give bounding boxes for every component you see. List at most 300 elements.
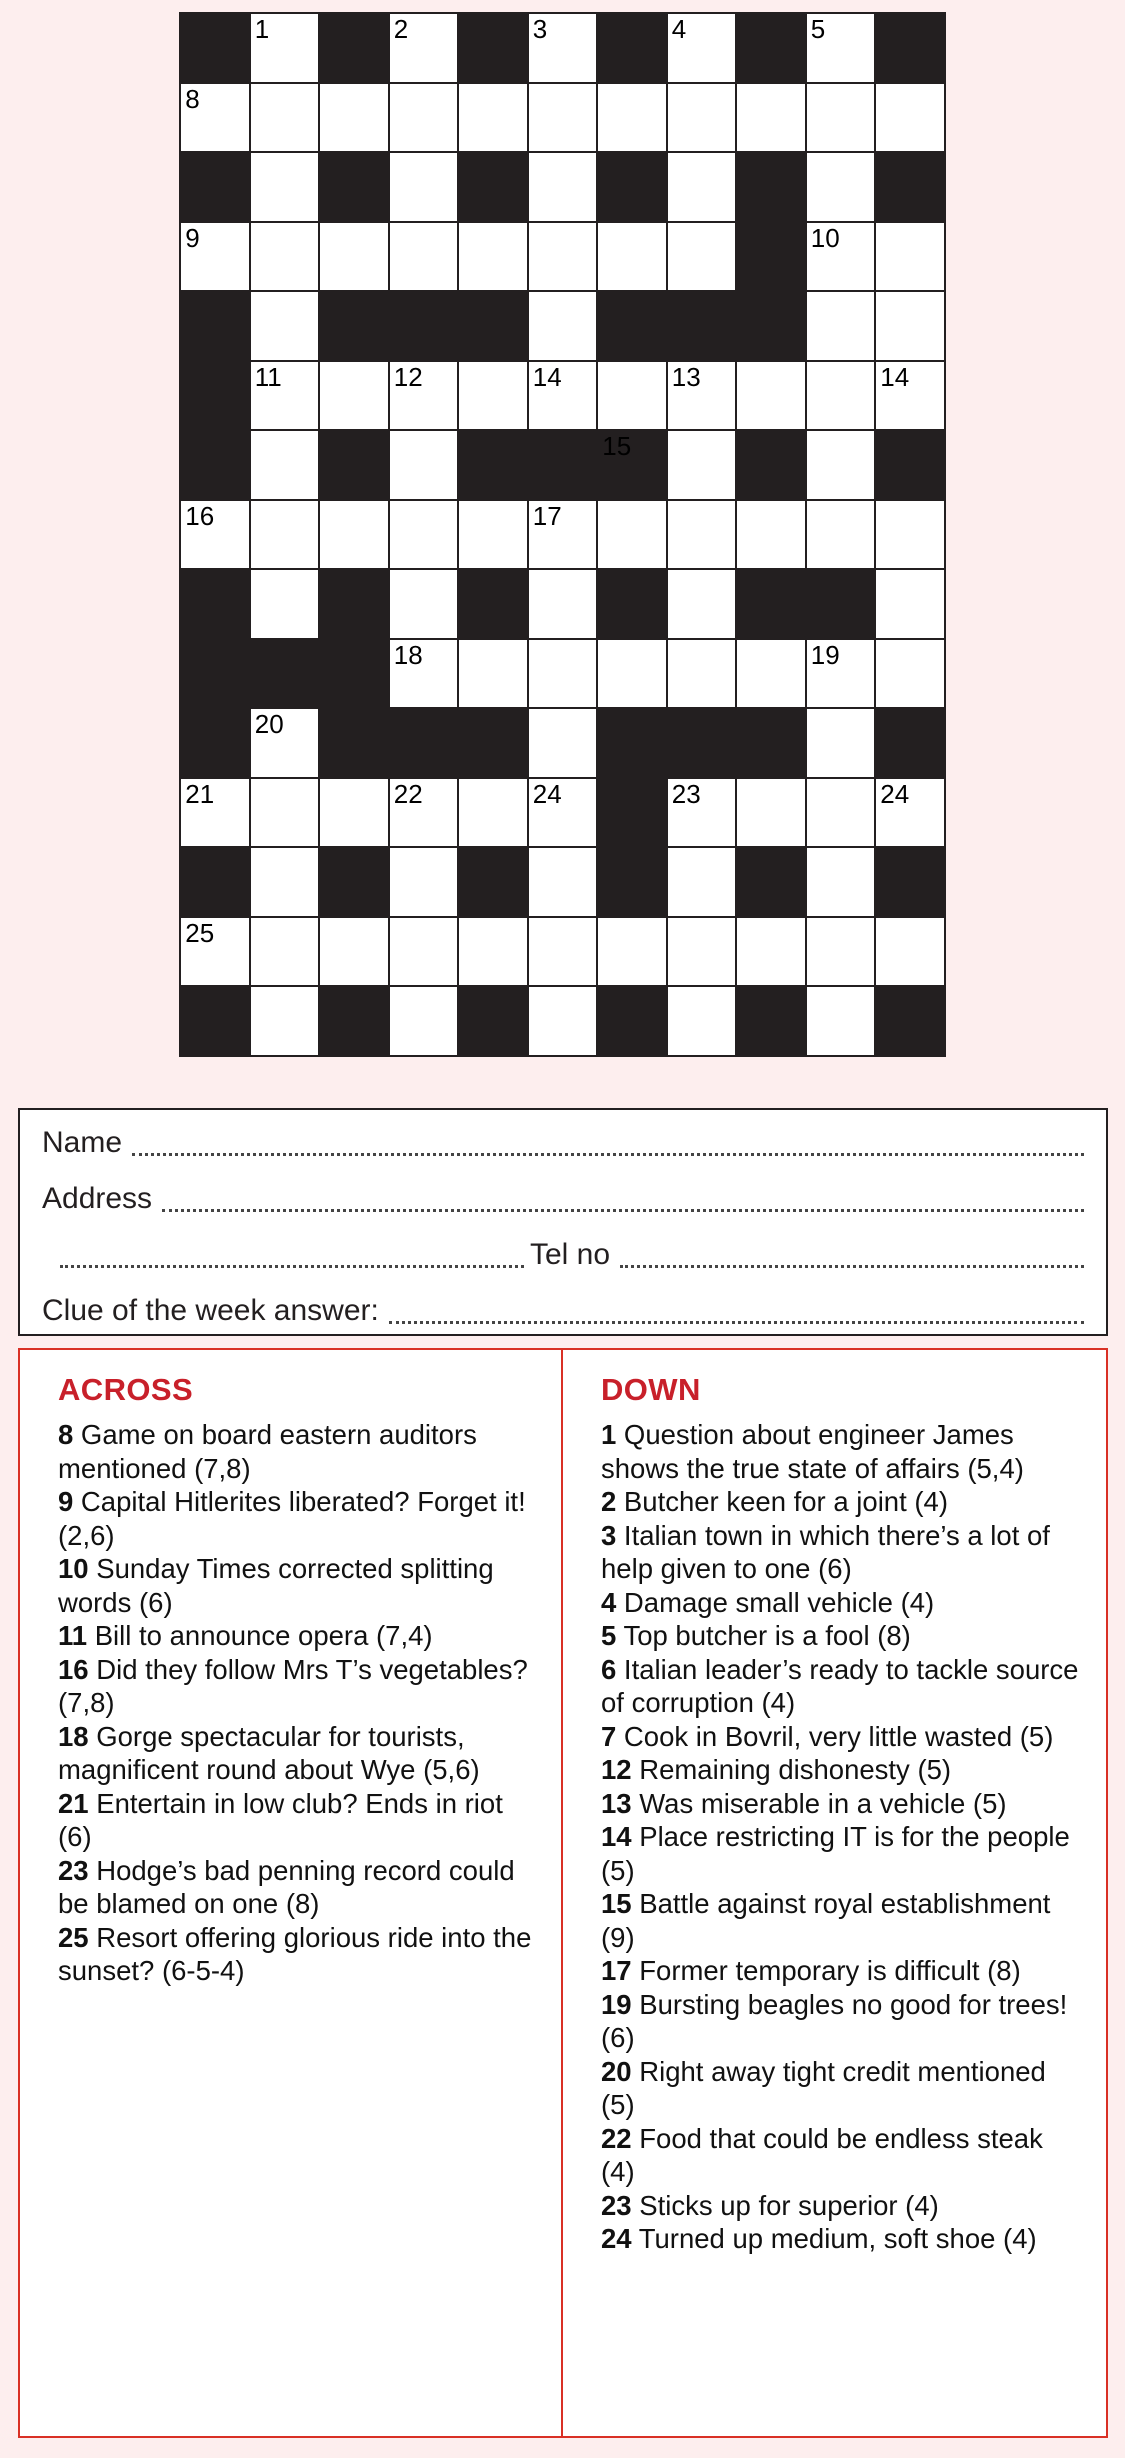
cell-number: 22	[393, 778, 423, 809]
grid-cell-black	[597, 291, 667, 361]
grid-cell-black	[597, 778, 667, 848]
cell-number: 21	[185, 778, 215, 809]
grid-cell-white[interactable]	[389, 500, 459, 570]
clue-across-8	[44, 1418, 537, 1485]
grid-cell-white[interactable]	[528, 917, 598, 987]
clue-across-11	[44, 1619, 537, 1653]
grid-cell-white[interactable]	[389, 152, 459, 222]
clue-down-19	[587, 1988, 1082, 2055]
clue-number: 13	[601, 1787, 632, 1819]
cell-number: 11	[254, 361, 282, 392]
cell-number: 24	[880, 778, 910, 809]
grid-cell-white[interactable]	[250, 430, 320, 500]
grid-cell-white[interactable]	[875, 917, 945, 987]
cell-number: 25	[185, 917, 215, 948]
grid-cell-black	[180, 361, 250, 431]
grid-cell-white[interactable]	[667, 430, 737, 500]
clue-number: 12	[601, 1754, 632, 1785]
grid-cell-white[interactable]	[250, 569, 320, 639]
grid-cell-black	[736, 291, 806, 361]
grid-cell-white[interactable]	[389, 986, 459, 1056]
grid-cell-white[interactable]	[180, 917, 250, 987]
grid-cell-black	[180, 986, 250, 1056]
grid-cell-black	[875, 13, 945, 83]
grid-cell-white[interactable]	[667, 778, 737, 848]
grid-cell-white[interactable]	[389, 83, 459, 153]
clue-number: 14	[601, 1821, 632, 1852]
cell-number: 3	[532, 14, 548, 44]
address-input-line[interactable]	[162, 1209, 1084, 1212]
grid-cell-white[interactable]	[875, 500, 945, 570]
clue-text: Entertain in low club? Ends in riot (6)	[58, 1787, 503, 1852]
grid-cell-black	[736, 13, 806, 83]
clue-number: 4	[601, 1586, 617, 1618]
grid-cell-white[interactable]	[319, 500, 389, 570]
clue-number: 2	[601, 1486, 617, 1517]
clue-text: Damage small vehicle (4)	[616, 1586, 935, 1618]
name-input-line[interactable]	[132, 1153, 1084, 1156]
grid-cell-white[interactable]	[806, 847, 876, 917]
grid-cell-black	[875, 847, 945, 917]
address-line-2[interactable]	[60, 1265, 524, 1268]
grid-cell-black	[319, 708, 389, 778]
clue-number: 25	[58, 1921, 89, 1953]
clues-panel	[18, 1348, 1108, 2438]
grid-cell-white[interactable]	[528, 291, 598, 361]
grid-cell-black	[736, 847, 806, 917]
grid-cell-black	[806, 569, 876, 639]
grid-row	[180, 361, 945, 431]
grid-row	[180, 83, 945, 153]
grid-cell-black	[319, 430, 389, 500]
grid-cell-white[interactable]	[736, 361, 806, 431]
clue-number: 3	[601, 1519, 617, 1551]
grid-cell-white[interactable]	[736, 500, 806, 570]
clue-text: Bill to announce opera (7,4)	[87, 1620, 433, 1651]
clue-text: Place restricting IT is for the people (5)	[601, 1821, 1070, 1886]
grid-cell-white[interactable]	[528, 778, 598, 848]
clue-text: Remaining dishonesty (5)	[631, 1754, 952, 1785]
grid-cell-black	[319, 639, 389, 709]
tel-input-line[interactable]	[620, 1265, 1084, 1268]
clue-down-15	[587, 1887, 1082, 1954]
grid-cell-white[interactable]	[458, 500, 528, 570]
grid-cell-black	[458, 986, 528, 1056]
clue-down-6	[587, 1653, 1082, 1720]
across-clue-list	[44, 1418, 537, 1988]
clue-text: Italian leader’s ready to tackle source of corruption (4)	[601, 1653, 1079, 1718]
grid-cell-white[interactable]	[458, 83, 528, 153]
clue-number: 24	[601, 2223, 632, 2254]
clue-across-18	[44, 1720, 537, 1787]
grid-cell-white[interactable]	[528, 986, 598, 1056]
clue-text: Resort offering glorious ride into the sunset? (6-5-4)	[58, 1921, 532, 1986]
grid-cell-white[interactable]	[875, 778, 945, 848]
grid-cell-white[interactable]	[528, 222, 598, 292]
grid-cell-white[interactable]	[806, 222, 876, 292]
grid-cell-white[interactable]	[389, 778, 459, 848]
entry-form-panel	[18, 1108, 1108, 1336]
grid-cell-black	[597, 847, 667, 917]
clue-across-23	[44, 1854, 537, 1921]
grid-cell-white[interactable]	[458, 778, 528, 848]
clue-number: 18	[58, 1720, 89, 1752]
grid-cell-black	[389, 291, 459, 361]
grid-cell-black	[875, 152, 945, 222]
grid-cell-white[interactable]	[806, 778, 876, 848]
cell-number: 10	[810, 222, 840, 253]
clue-text: Right away tight credit mentioned (5)	[601, 2055, 1046, 2120]
clue-text: Butcher keen for a joint (4)	[616, 1486, 948, 1517]
clue-across-10	[44, 1552, 537, 1619]
grid-cell-white[interactable]	[875, 222, 945, 292]
clue-down-24	[587, 2222, 1082, 2256]
down-clue-list	[587, 1418, 1082, 2256]
cell-number: 18	[393, 639, 423, 670]
grid-cell-black	[319, 291, 389, 361]
cell-number: 2	[393, 14, 409, 44]
grid-cell-white[interactable]	[389, 430, 459, 500]
cell-number: 15	[602, 431, 632, 461]
clue-text: Was miserable in a vehicle (5)	[631, 1787, 1007, 1819]
clue-number: 19	[601, 1988, 632, 2020]
cell-number: 17	[532, 500, 562, 531]
grid-cell-white[interactable]	[389, 639, 459, 709]
clue-text: Hodge’s bad penning record could be blamed on one (8)	[58, 1854, 515, 1919]
clue-number: 22	[601, 2122, 632, 2154]
cell-number: 8	[185, 83, 200, 114]
cell-number: 24	[532, 778, 562, 809]
clue-of-week-label: Clue of the week answer:	[42, 1294, 379, 1327]
clue-number: 6	[601, 1653, 617, 1685]
clue-number: 5	[601, 1620, 617, 1651]
crossword-grid-panel	[12, 12, 1113, 1057]
grid-cell-white[interactable]	[250, 361, 320, 431]
clue-number: 11	[58, 1620, 88, 1651]
clue-text: Battle against royal establishment (9)	[601, 1888, 1051, 1953]
grid-cell-black	[180, 847, 250, 917]
clue-down-4	[587, 1586, 1082, 1620]
grid-cell-white[interactable]	[250, 291, 320, 361]
grid-cell-black	[319, 13, 389, 83]
grid-cell-white[interactable]	[875, 361, 945, 431]
clue-down-5	[587, 1619, 1082, 1653]
grid-cell-white[interactable]	[250, 83, 320, 153]
clue-text: Sunday Times corrected splitting words (6)	[58, 1553, 494, 1618]
cell-number: 16	[185, 500, 215, 531]
grid-cell-white[interactable]	[319, 222, 389, 292]
grid-row	[180, 291, 945, 361]
grid-cell-white[interactable]	[806, 639, 876, 709]
cell-number: 14	[880, 361, 910, 392]
grid-cell-black	[180, 152, 250, 222]
grid-row	[180, 430, 945, 500]
tel-label: Tel no	[529, 1238, 611, 1271]
grid-cell-white[interactable]	[180, 83, 250, 153]
grid-row	[180, 13, 945, 83]
grid-cell-black	[319, 986, 389, 1056]
crossword-grid[interactable]	[179, 12, 946, 1057]
clue-down-7	[587, 1720, 1082, 1754]
grid-cell-black	[319, 152, 389, 222]
grid-cell-white[interactable]	[806, 986, 876, 1056]
grid-row	[180, 778, 945, 848]
grid-cell-white[interactable]	[806, 83, 876, 153]
clue-number: 17	[601, 1955, 632, 1986]
grid-row	[180, 152, 945, 222]
clue-down-23	[587, 2189, 1082, 2223]
grid-row	[180, 986, 945, 1056]
grid-cell-white[interactable]	[875, 83, 945, 153]
clue-down-13	[587, 1787, 1082, 1821]
clue-down-20	[587, 2055, 1082, 2122]
grid-cell-black	[875, 430, 945, 500]
grid-cell-white[interactable]	[528, 569, 598, 639]
grid-cell-white[interactable]	[806, 917, 876, 987]
cell-number: 4	[671, 14, 687, 44]
grid-cell-white[interactable]	[250, 778, 320, 848]
cell-number: 5	[810, 14, 826, 44]
grid-cell-white[interactable]	[319, 361, 389, 431]
grid-cell-black	[180, 291, 250, 361]
grid-cell-white[interactable]	[875, 569, 945, 639]
grid-cell-black	[458, 708, 528, 778]
grid-cell-black	[180, 430, 250, 500]
cell-number: 13	[671, 361, 701, 392]
grid-cell-white[interactable]	[667, 847, 737, 917]
clue-text: Capital Hitlerites liberated? Forget it! (2,6)	[58, 1486, 526, 1551]
grid-cell-white[interactable]	[667, 152, 737, 222]
tel-row	[20, 1222, 1106, 1278]
grid-cell-white[interactable]	[806, 13, 876, 83]
grid-cell-white[interactable]	[250, 986, 320, 1056]
grid-row	[180, 639, 945, 709]
grid-cell-white[interactable]	[806, 708, 876, 778]
grid-cell-white[interactable]	[806, 291, 876, 361]
address-label: Address	[42, 1182, 153, 1215]
clue-text: Did they follow Mrs T’s vegetables? (7,8)	[58, 1653, 528, 1718]
grid-cell-white[interactable]	[180, 778, 250, 848]
grid-row	[180, 847, 945, 917]
name-label: Name	[42, 1126, 123, 1159]
grid-cell-white[interactable]	[667, 917, 737, 987]
clue-across-21	[44, 1787, 537, 1854]
grid-cell-black	[597, 569, 667, 639]
grid-cell-white[interactable]	[667, 639, 737, 709]
clue-number: 7	[601, 1720, 617, 1752]
cell-number: 14	[532, 361, 562, 392]
grid-cell-black	[458, 569, 528, 639]
grid-cell-black	[736, 222, 806, 292]
cell-number: 12	[393, 361, 423, 392]
grid-cell-white[interactable]	[389, 361, 459, 431]
grid-cell-black	[597, 708, 667, 778]
grid-cell-white[interactable]	[667, 83, 737, 153]
grid-cell-white[interactable]	[806, 361, 876, 431]
grid-cell-white[interactable]	[458, 222, 528, 292]
grid-cell-black	[458, 13, 528, 83]
grid-cell-white[interactable]	[528, 361, 598, 431]
clue-across-25	[44, 1921, 537, 1988]
grid-cell-white[interactable]	[458, 361, 528, 431]
clue-number: 10	[58, 1553, 89, 1584]
grid-cell-white[interactable]	[180, 222, 250, 292]
clue-number: 8	[58, 1419, 74, 1450]
grid-cell-white[interactable]	[528, 83, 598, 153]
grid-row	[180, 222, 945, 292]
grid-cell-white[interactable]	[667, 13, 737, 83]
clue-down-2	[587, 1485, 1082, 1519]
clue-across-9	[44, 1485, 537, 1552]
grid-cell-white[interactable]	[736, 639, 806, 709]
grid-cell-white[interactable]	[250, 917, 320, 987]
grid-cell-white[interactable]	[389, 569, 459, 639]
grid-cell-white[interactable]	[389, 222, 459, 292]
grid-cell-white[interactable]	[736, 778, 806, 848]
grid-cell-white[interactable]	[250, 847, 320, 917]
grid-cell-black	[597, 152, 667, 222]
grid-cell-white[interactable]	[250, 708, 320, 778]
clue-across-16	[44, 1653, 537, 1720]
clue-text: Gorge spectacular for tourists, magnificent round about Wye (5,6)	[58, 1720, 480, 1785]
grid-cell-black	[458, 430, 528, 500]
grid-cell-white[interactable]	[667, 986, 737, 1056]
grid-cell-white[interactable]	[597, 83, 667, 153]
clue-number: 9	[58, 1486, 74, 1517]
cell-number: 1	[254, 14, 270, 44]
grid-cell-white[interactable]	[667, 500, 737, 570]
grid-cell-black	[736, 569, 806, 639]
grid-cell-white[interactable]	[597, 361, 667, 431]
grid-cell-white[interactable]	[528, 847, 598, 917]
clue-text: Bursting beagles no good for trees! (6)	[601, 1988, 1068, 2053]
grid-cell-white[interactable]	[806, 152, 876, 222]
grid-cell-black	[875, 708, 945, 778]
grid-row	[180, 917, 945, 987]
clue-number: 15	[601, 1888, 632, 1919]
grid-cell-white[interactable]	[319, 778, 389, 848]
cell-number: 9	[185, 222, 200, 253]
name-row	[20, 1110, 1106, 1166]
grid-cell-white[interactable]	[319, 83, 389, 153]
grid-row	[180, 569, 945, 639]
grid-cell-white[interactable]	[667, 361, 737, 431]
grid-cell-white[interactable]	[736, 83, 806, 153]
grid-cell-black	[458, 291, 528, 361]
grid-cell-white[interactable]	[875, 291, 945, 361]
clue-of-week-input-line[interactable]	[389, 1321, 1084, 1324]
grid-cell-white[interactable]	[389, 847, 459, 917]
grid-cell-white[interactable]	[389, 13, 459, 83]
cell-number: 20	[254, 709, 284, 739]
clue-number: 20	[601, 2055, 632, 2087]
clue-text: Top butcher is a fool (8)	[616, 1620, 911, 1651]
grid-cell-black	[389, 708, 459, 778]
clue-down-17	[587, 1954, 1082, 1988]
grid-cell-black	[180, 708, 250, 778]
grid-row	[180, 500, 945, 570]
grid-cell-white[interactable]	[667, 569, 737, 639]
cell-number: 23	[671, 778, 701, 809]
grid-cell-white[interactable]	[250, 13, 320, 83]
grid-cell-black	[458, 152, 528, 222]
grid-cell-white[interactable]	[180, 500, 250, 570]
clue-number: 1	[601, 1419, 617, 1450]
clue-number: 23	[58, 1854, 89, 1886]
grid-cell-black	[250, 639, 320, 709]
grid-cell-black	[319, 569, 389, 639]
clue-of-week-row	[20, 1278, 1106, 1334]
grid-cell-white[interactable]	[250, 222, 320, 292]
grid-cell-black	[667, 291, 737, 361]
grid-cell-white[interactable]	[736, 917, 806, 987]
grid-cell-white[interactable]	[528, 639, 598, 709]
grid-cell-black	[736, 430, 806, 500]
clue-text: Cook in Bovril, very little wasted (5)	[616, 1720, 1054, 1752]
grid-cell-white[interactable]	[667, 222, 737, 292]
clue-text: Question about engineer James shows the true state of affairs (5,4)	[601, 1419, 1024, 1484]
clue-down-22	[587, 2122, 1082, 2189]
grid-cell-white[interactable]	[250, 152, 320, 222]
clue-text: Sticks up for superior (4)	[631, 2189, 939, 2221]
grid-cell-black	[736, 986, 806, 1056]
grid-cell-white[interactable]	[806, 430, 876, 500]
grid-cell-white[interactable]	[458, 639, 528, 709]
clue-text: Food that could be endless steak (4)	[601, 2122, 1043, 2187]
grid-cell-white[interactable]	[250, 500, 320, 570]
grid-cell-white[interactable]	[528, 708, 598, 778]
grid-cell-black	[667, 708, 737, 778]
clue-text: Italian town in which there’s a lot of help given to one (6)	[601, 1519, 1050, 1584]
address-row	[20, 1166, 1106, 1222]
grid-cell-black	[180, 639, 250, 709]
grid-cell-white[interactable]	[528, 152, 598, 222]
clue-text: Turned up medium, soft shoe (4)	[631, 2223, 1037, 2254]
grid-cell-black	[597, 13, 667, 83]
clue-down-12	[587, 1753, 1082, 1787]
across-heading: ACROSS	[58, 1372, 194, 1407]
cell-number: 19	[810, 639, 840, 670]
down-column	[563, 1350, 1106, 2436]
grid-cell-black	[528, 430, 598, 500]
grid-cell-white[interactable]	[875, 639, 945, 709]
down-heading: DOWN	[601, 1372, 701, 1407]
grid-cell-white[interactable]	[389, 917, 459, 987]
grid-cell-black	[875, 986, 945, 1056]
grid-cell-white[interactable]	[319, 917, 389, 987]
clue-down-3	[587, 1519, 1082, 1586]
clue-number: 23	[601, 2189, 632, 2221]
grid-cell-white[interactable]	[597, 639, 667, 709]
grid-cell-white[interactable]	[597, 917, 667, 987]
grid-row	[180, 708, 945, 778]
grid-cell-black	[180, 569, 250, 639]
clue-number: 16	[58, 1653, 89, 1685]
grid-cell-black	[597, 986, 667, 1056]
grid-cell-black	[736, 152, 806, 222]
grid-cell-black	[597, 430, 667, 500]
grid-cell-white[interactable]	[528, 500, 598, 570]
grid-cell-white[interactable]	[528, 13, 598, 83]
grid-cell-white[interactable]	[597, 500, 667, 570]
grid-cell-white[interactable]	[806, 500, 876, 570]
grid-cell-black	[458, 847, 528, 917]
clue-text: Game on board eastern auditors mentioned (7,8)	[58, 1419, 477, 1484]
grid-cell-white[interactable]	[458, 917, 528, 987]
clue-text: Former temporary is difficult (8)	[631, 1955, 1021, 1986]
grid-cell-white[interactable]	[597, 222, 667, 292]
grid-cell-black	[319, 847, 389, 917]
